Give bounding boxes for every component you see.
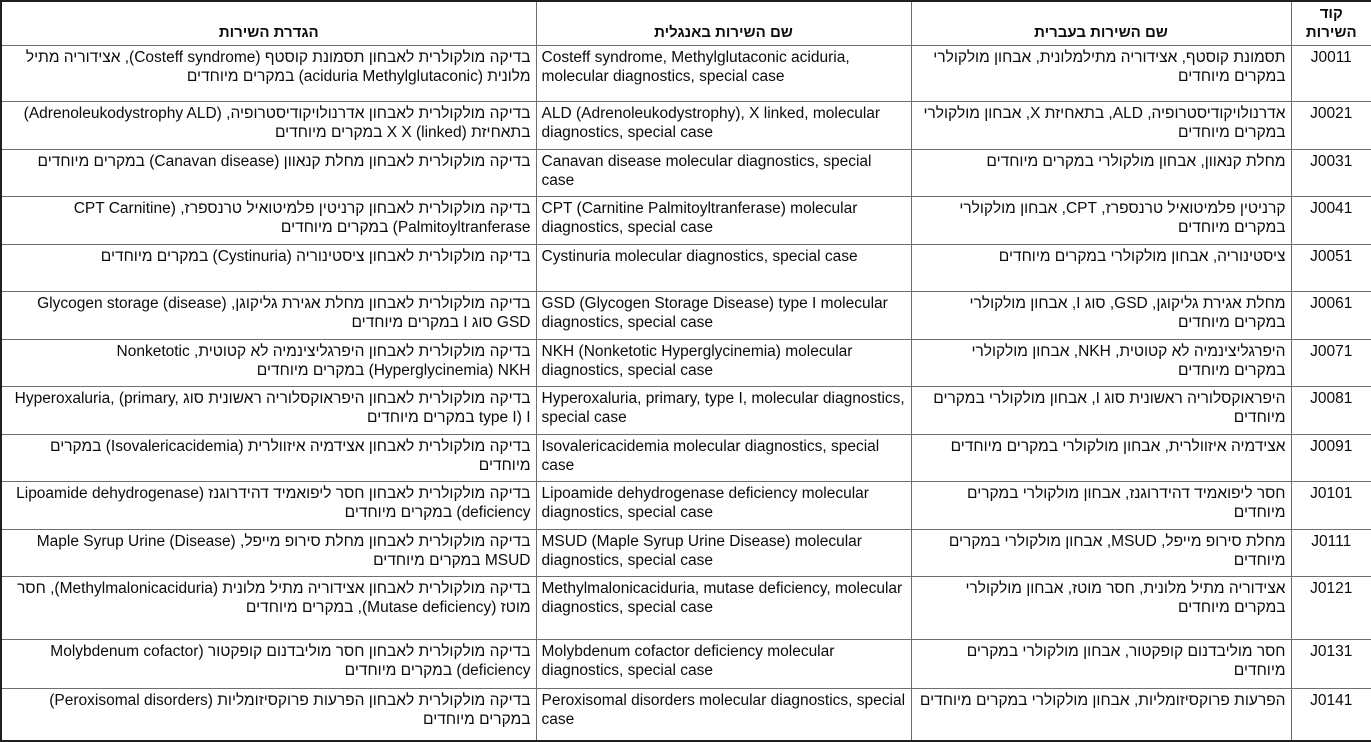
service-name-hebrew-cell: היפראוקסלוריה ראשונית סוג I, אבחון מולקולרי במקרים מיוחדים: [911, 387, 1291, 435]
service-name-english-cell: Canavan disease molecular diagnostics, special case: [536, 150, 911, 197]
column-header-definition: הגדרת השירות: [1, 1, 536, 46]
column-header-name-english: שם השירות באנגלית: [536, 1, 911, 46]
service-code-cell: J0141: [1291, 689, 1371, 741]
service-name-english-cell: MSUD (Maple Syrup Urine Disease) molecular diagnostics, special case: [536, 530, 911, 577]
table-row: [1, 102, 1371, 150]
service-name-hebrew-cell: מחלת קנאוון, אבחון מולקולרי במקרים מיוחדים: [911, 150, 1291, 197]
table-row: [1, 245, 1371, 292]
service-name-english-cell: Molybdenum cofactor deficiency molecular diagnostics, special case: [536, 640, 911, 689]
table-row: [1, 150, 1371, 197]
service-definition-cell: בדיקה מולקולרית לאבחון ציסטינוריה (Cystinuria) במקרים מיוחדים: [1, 245, 536, 292]
service-name-english-cell: ALD (Adrenoleukodystrophy), X linked, molecular diagnostics, special case: [536, 102, 911, 150]
service-name-hebrew-cell: מחלת אגירת גליקוגן, GSD, סוג I, אבחון מולקולרי במקרים מיוחדים: [911, 292, 1291, 340]
service-name-hebrew-cell: אצידוריה מתיל מלונית, חסר מוטז, אבחון מולקולרי במקרים מיוחדים: [911, 577, 1291, 640]
service-definition-cell: בדיקה מולקולרית לאבחון חסר מוליבדנום קופקטור (Molybdenum cofactor deficiency) במקרים מיוחדים: [1, 640, 536, 689]
service-definition-cell: בדיקה מולקולרית לאבחון קרניטין פלמיטואיל טרנספרז, (CPT Carnitine Palmitoyltranferase) במקרים מיוחדים: [1, 197, 536, 245]
service-definition-cell: בדיקה מולקולרית לאבחון מחלת אגירת גליקוגן, Glycogen storage (disease) GSD סוג I במקרים מיוחדים: [1, 292, 536, 340]
service-definition-cell: בדיקה מולקולרית לאבחון הפרעות פרוקסיזומליות (Peroxisomal disorders) במקרים מיוחדים: [1, 689, 536, 741]
service-name-hebrew-cell: תסמונת קוסטף, אצידוריה מתילמלונית, אבחון מולקולרי במקרים מיוחדים: [911, 46, 1291, 102]
service-name-hebrew-cell: היפרגליצינמיה לא קטוטית, NKH, אבחון מולקולרי במקרים מיוחדים: [911, 340, 1291, 387]
table-row: [1, 640, 1371, 689]
service-code-cell: J0041: [1291, 197, 1371, 245]
table-row: [1, 197, 1371, 245]
service-code-cell: J0051: [1291, 245, 1371, 292]
service-definition-cell: בדיקה מולקולרית לאבחון היפראוקסלוריה ראשונית סוג Hyperoxaluria, (primary, type I) I במקרים מיוחדים: [1, 387, 536, 435]
service-definition-cell: בדיקה מולקולרית לאבחון מחלת קנאוון (Canavan disease) במקרים מיוחדים: [1, 150, 536, 197]
service-code-cell: J0061: [1291, 292, 1371, 340]
service-name-english-cell: Costeff syndrome, Methylglutaconic aciduria, molecular diagnostics, special case: [536, 46, 911, 102]
service-name-hebrew-cell: אדרנולויקודיסטרופיה, ALD, בתאחיזת X, אבחון מולקולרי במקרים מיוחדים: [911, 102, 1291, 150]
service-name-hebrew-cell: ציסטינוריה, אבחון מולקולרי במקרים מיוחדים: [911, 245, 1291, 292]
column-header-name-hebrew: שם השירות בעברית: [911, 1, 1291, 46]
service-name-hebrew-cell: הפרעות פרוקסיזומליות, אבחון מולקולרי במקרים מיוחדים: [911, 689, 1291, 741]
service-name-hebrew-cell: קרניטין פלמיטואיל טרנספרז, CPT, אבחון מולקולרי במקרים מיוחדים: [911, 197, 1291, 245]
service-name-english-cell: Isovalericacidemia molecular diagnostics, special case: [536, 435, 911, 482]
service-definition-cell: בדיקה מולקולרית לאבחון מחלת סירופ מייפל, Maple Syrup Urine (Disease) MSUD במקרים מיוחדים: [1, 530, 536, 577]
service-code-cell: J0031: [1291, 150, 1371, 197]
service-name-english-cell: Cystinuria molecular diagnostics, special case: [536, 245, 911, 292]
service-definition-cell: בדיקה מולקולרית לאבחון היפרגליצינמיה לא קטוטית, Nonketotic (Hyperglycinemia) NKH במקרים מיוחדים: [1, 340, 536, 387]
service-code-cell: J0121: [1291, 577, 1371, 640]
table-row: [1, 46, 1371, 102]
service-code-cell: J0011: [1291, 46, 1371, 102]
table-row: [1, 435, 1371, 482]
service-name-hebrew-cell: חסר ליפואמיד דהידרוגנז, אבחון מולקולרי במקרים מיוחדים: [911, 482, 1291, 530]
table-row: [1, 577, 1371, 640]
column-header-code: קוד השירות: [1291, 1, 1371, 46]
service-name-english-cell: Lipoamide dehydrogenase deficiency molecular diagnostics, special case: [536, 482, 911, 530]
service-name-english-cell: Peroxisomal disorders molecular diagnostics, special case: [536, 689, 911, 741]
table-row: [1, 689, 1371, 741]
service-definition-cell: בדיקה מולקולרית לאבחון תסמונת קוסטף (Costeff syndrome), אצידוריה מתיל מלונית (aciduria Methylglutaconic) במקרים מיוחדים: [1, 46, 536, 102]
service-name-hebrew-cell: אצידמיה איזוולרית, אבחון מולקולרי במקרים מיוחדים: [911, 435, 1291, 482]
table-row: [1, 340, 1371, 387]
service-name-english-cell: NKH (Nonketotic Hyperglycinemia) molecular diagnostics, special case: [536, 340, 911, 387]
service-name-hebrew-cell: חסר מוליבדנום קופקטור, אבחון מולקולרי במקרים מיוחדים: [911, 640, 1291, 689]
service-definition-cell: בדיקה מולקולרית לאבחון אדרנולויקודיסטרופיה, (Adrenoleukodystrophy ALD) בתאחיזת X X (linked) במקרים מיוחדים: [1, 102, 536, 150]
service-code-cell: J0091: [1291, 435, 1371, 482]
service-code-cell: J0081: [1291, 387, 1371, 435]
service-definition-cell: בדיקה מולקולרית לאבחון חסר ליפואמיד דהידרוגנז (Lipoamide dehydrogenase deficiency) במקרים מיוחדים: [1, 482, 536, 530]
service-code-cell: J0101: [1291, 482, 1371, 530]
service-name-english-cell: GSD (Glycogen Storage Disease) type I molecular diagnostics, special case: [536, 292, 911, 340]
service-code-cell: J0111: [1291, 530, 1371, 577]
service-definition-cell: בדיקה מולקולרית לאבחון אצידמיה איזוולרית (Isovalericacidemia) במקרים מיוחדים: [1, 435, 536, 482]
service-name-english-cell: Hyperoxaluria, primary, type I, molecular diagnostics, special case: [536, 387, 911, 435]
service-code-cell: J0131: [1291, 640, 1371, 689]
service-code-cell: J0021: [1291, 102, 1371, 150]
table-row: [1, 530, 1371, 577]
table-row: [1, 292, 1371, 340]
header-row: [1, 1, 1371, 46]
service-code-cell: J0071: [1291, 340, 1371, 387]
table-row: [1, 482, 1371, 530]
service-name-english-cell: CPT (Carnitine Palmitoyltranferase) molecular diagnostics, special case: [536, 197, 911, 245]
service-name-hebrew-cell: מחלת סירופ מייפל, MSUD, אבחון מולקולרי במקרים מיוחדים: [911, 530, 1291, 577]
service-definition-cell: בדיקה מולקולרית לאבחון אצידוריה מתיל מלונית (Methylmalonicaciduria), חסר מוטז (Mutase deficiency), במקרים מיוחדים: [1, 577, 536, 640]
table-row: [1, 387, 1371, 435]
service-name-english-cell: Methylmalonicaciduria, mutase deficiency, molecular diagnostics, special case: [536, 577, 911, 640]
